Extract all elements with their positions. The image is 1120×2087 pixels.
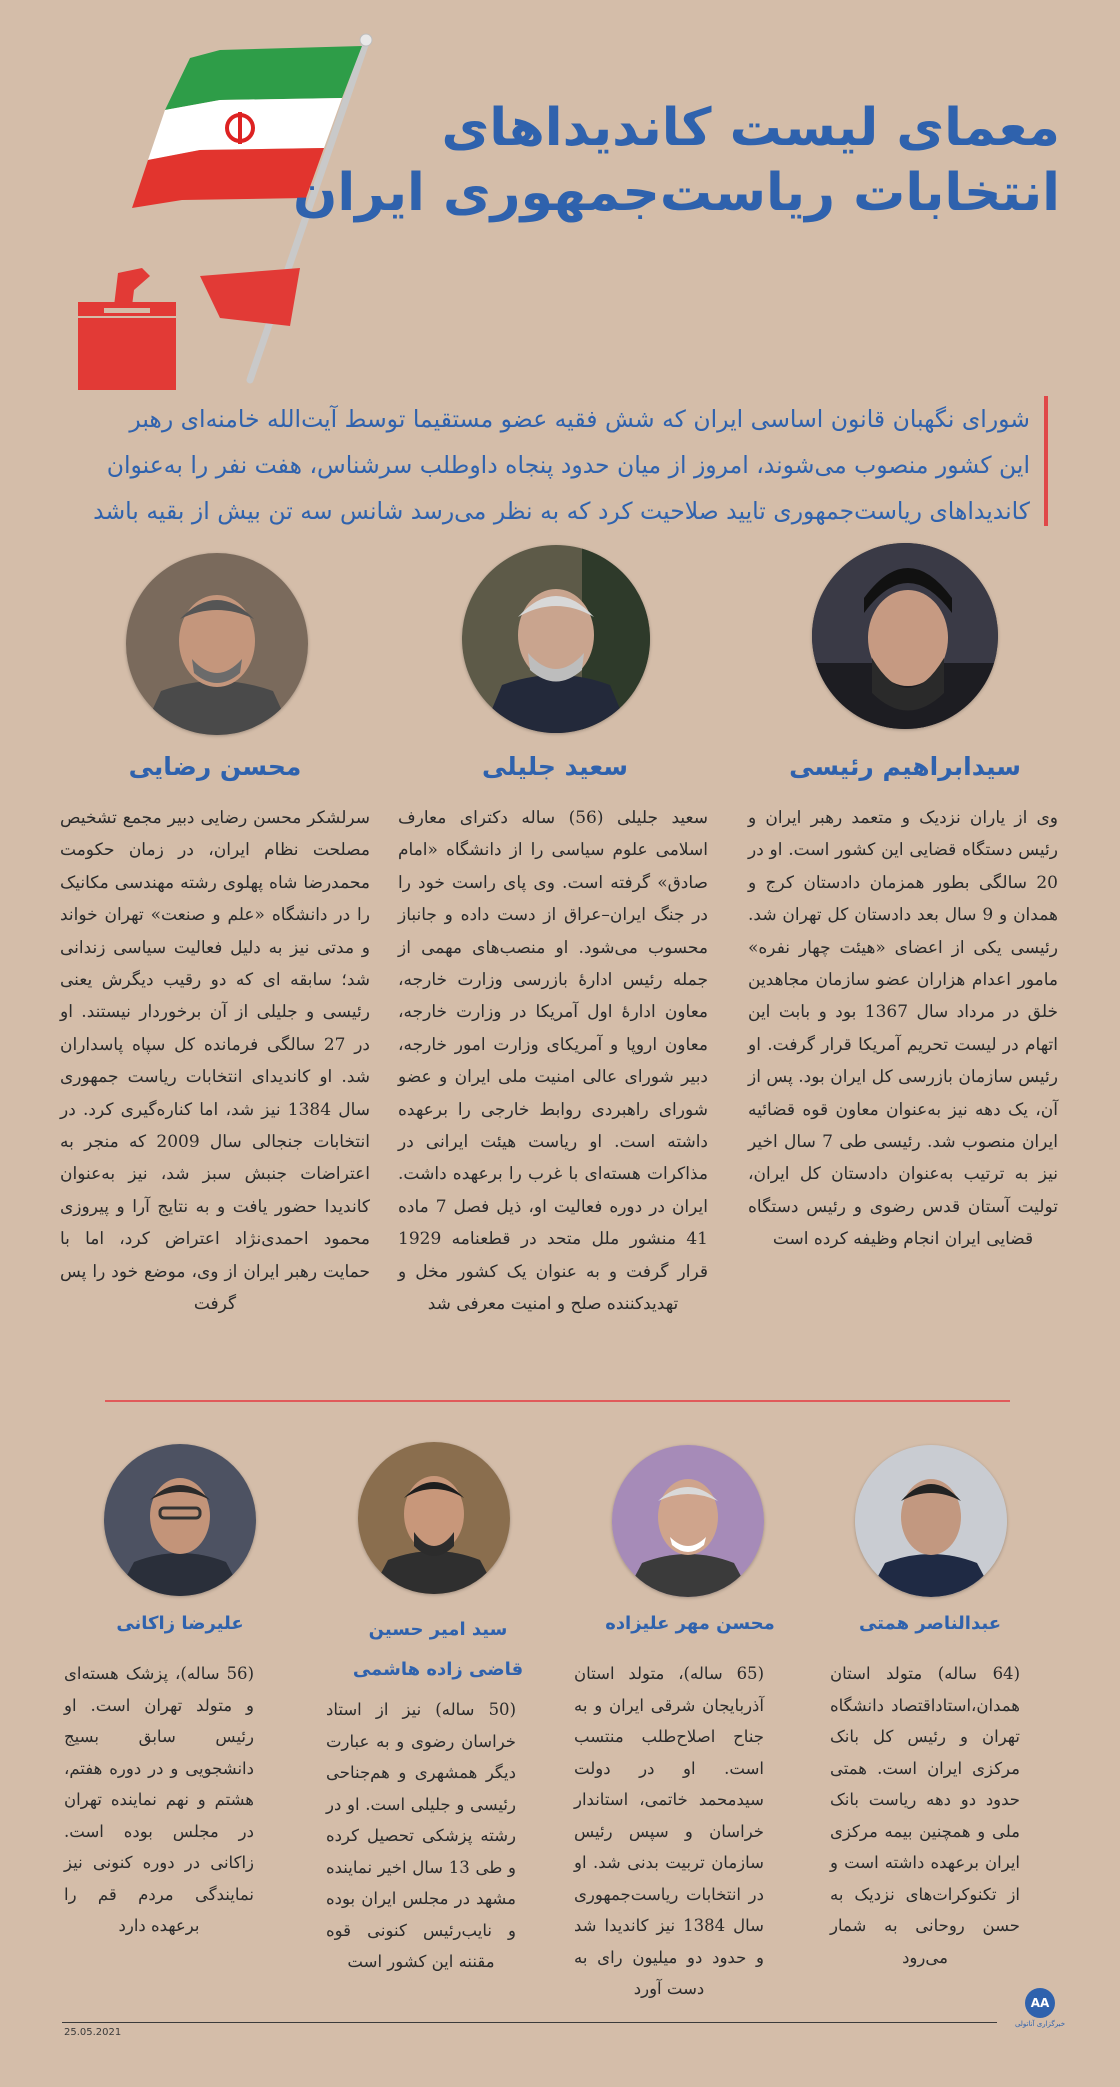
title-line-2: انتخابات ریاست‌جمهوری ایران (292, 163, 1060, 223)
page-title (240, 96, 1060, 226)
portrait-icon (612, 1445, 764, 1597)
candidate-name-rezaei: محسن رضایی (128, 752, 302, 781)
portrait-icon (462, 545, 650, 733)
candidate-bio-zakani: (56 ساله)، پزشک هسته‌ای و متولد تهران است. او رئیس سابق بسیج دانشجویی و در دوره هفتم، هشتم و نهم نماینده تهران در مجلس بوده است. زاکانی در دوره کنونی نیز نمایندگی مردم قم را برعهده دارد (64, 1664, 254, 1935)
portrait-icon (126, 553, 308, 735)
candidate-bio-jalili: سعید جلیلی (56) ساله دکترای معارف اسلامی علوم سیاسی را از دانشگاه «امام صادق» گرفته است. وی پای راست خود را در جنگ ایران–عراق از دست داده و جانباز محسوب می‌شود. او منصب‌های مهمی از جمله رئیس ادارۀ بازرسی وزارت خارجه، معاون ادارۀ اول آمریکا در وزارت خارجه، معاون اروپا و آمریکای وزارت امور خارجه، دبیر شورای عالی امنیت ملی ایران و عضو شورای راهبردی روابط خارجی را برعهده داشته است. او ریاست هیئت ایرانی در مذاکرات هسته‌ای با غرب را برعهده داشت. ایران در دوره فعالیت او، ذیل فصل 7 ماده 41 منشور ملل متحد در قطعنامه 1929 قرار گرفت و به عنوان یک کشور مخل و تهدیدکننده صلح و امنیت معرفی شد (398, 808, 708, 1315)
title-line-1: معمای لیست کاندیداهای (441, 98, 1060, 158)
section-divider (105, 1400, 1010, 1402)
candidate-photo-jalili (462, 545, 650, 733)
portrait-icon (812, 543, 998, 729)
intro-line-2: این کشور منصوب می‌شوند، امروز از میان حدود پنجاه داوطلب سرشناس، هفت نفر را به‌عنوان (106, 451, 1030, 479)
candidate-photo-alizadeh (612, 1445, 764, 1597)
candidate-name-ghazizadeh (318, 1610, 558, 1690)
agency-logo (1010, 1988, 1070, 2038)
intro-line-1: شورای نگهبان قانون اساسی ایران که شش فقیه عضو مستقیما توسط آیت‌الله خامنه‌ای رهبر (129, 405, 1030, 433)
footer-line (62, 2022, 997, 2023)
candidate-photo-rezaei (126, 553, 308, 735)
portrait-icon (104, 1444, 256, 1596)
candidate-bio-alizadeh: (65 ساله)، متولد استان آذربایجان شرقی ایران و به جناح اصلاح‌طلب منتسب است. او در دولت سیدمحمد خاتمی، استاندار خراسان و سپس رئیس سازمان تربیت بدنی شد. او در انتخابات ریاست‌جمهوری سال 1384 نیز کاندیدا شد و حدود دو میلیون رای به دست آورد (574, 1664, 764, 1998)
candidate-bio-rezaei: سرلشکر محسن رضایی دبیر مجمع تشخیص مصلحت نظام ایران، در زمان حکومت محمدرضا شاه پهلوی رشته مهندسی مکانیک را در دانشگاه «علم و صنعت» تهران خواند و مدتی نیز به دلیل فعالیت سیاسی زندانی شد؛ سابقه ای که دو رقیب دیگرش یعنی رئیسی و جلیلی از آن برخوردار نیستند. او در 27 سالگی فرمانده کل سپاه پاسداران شد. او کاندیدای انتخابات ریاست جمهوری سال 1384 نیز شد، اما کناره‌گیری کرد. در انتخابات جنجالی سال 2009 که منجر به اعتراضات جنبش سبز شد، نیز به‌عنوان کاندیدا حضور یافت و به نتایج آرا و پیروزی محمود احمدی‌نژاد اعتراض کرد، اما با حمایت رهبر ایران از وی، موضع خود را پس گرفت (60, 808, 371, 1315)
candidate-photo-raisi (812, 543, 998, 729)
candidate-name-alizadeh: محسن مهر علیزاده (605, 1613, 775, 1634)
candidate-name-raisi: سیدابراهیم رئیسی (789, 752, 1021, 781)
portrait-icon (855, 1445, 1007, 1597)
agency-name: خبرگزاری آناتولی (1014, 2020, 1066, 2028)
portrait-icon (358, 1442, 510, 1594)
intro-line-3: کاندیداهای ریاست‌جمهوری تایید صلاحیت کرد که به نظر می‌رسد شانس سه تن بیش از بقیه باشد (93, 497, 1030, 525)
candidate-name-ghazizadeh-line2: قاضی زاده هاشمی (352, 1659, 524, 1680)
candidate-name-ghazizadeh-line1: سید امیر حسین (368, 1619, 508, 1640)
candidate-bio-hemmati: (64 ساله) متولد استان همدان،استاداقتصاد دانشگاه تهران و رئیس کل بانک مرکزی ایران است. همتی حدود دو دهه ریاست بانک ملی و همچنین بیمه مرکزی ایران برعهده داشته است و از تکنوکرات‌های نزدیک به حسن روحانی به شمار می‌رود (830, 1664, 1020, 1967)
candidate-name-zakani: علیرضا زاکانی (116, 1613, 244, 1634)
intro-paragraph (40, 396, 1048, 526)
candidate-photo-ghazizadeh (358, 1442, 510, 1594)
aa-logo-icon: AA (1025, 1988, 1055, 2018)
candidate-photo-hemmati (855, 1445, 1007, 1597)
candidate-name-hemmati: عبدالناصر همتی (858, 1613, 1002, 1634)
candidate-bio-raisi: وی از یاران نزدیک و متعمد رهبر ایران و رئیس دستگاه قضایی این کشور است. او در 20 سالگی بطور همزمان دادستان کرج و همدان و 9 سال بعد دادستان کل تهران شد. رئیسی یکی از اعضای «هیئت چهار نفره» مامور اعدام هزاران عضو سازمان مجاهدین خلق در مرداد سال 1367 بود و بابت این اتهام در لیست تحریم آمریکا قرار گرفت. او رئیس سازمان بازرسی کل ایران بود. پس از آن، یک دهه نیز به‌عنوان معاون قوه قضائیه ایران منصوب شد. رئیسی طی 7 سال اخیر نیز به ترتیب به‌عنوان دادستان کل ایران، تولیت آستان قدس رضوی و رئیس دستگاه قضایی ایران انجام وظیفه کرده است (748, 808, 1058, 1250)
candidate-bio-ghazizadeh: (50 ساله) نیز از استاد خراسان رضوی و به عبارت دیگر همشهری و هم‌جناحی رئیسی و جلیلی است. او در رشته پزشکی تحصیل کرده و طی 13 سال اخیر نماینده مشهد در مجلس ایران بوده و نایب‌رئیس کنونی قوه مقننه این کشور است (326, 1700, 516, 1971)
publish-date: 25.05.2021 (64, 2027, 122, 2038)
candidate-photo-zakani (104, 1444, 256, 1596)
candidate-name-jalili: سعید جلیلی (482, 752, 628, 781)
